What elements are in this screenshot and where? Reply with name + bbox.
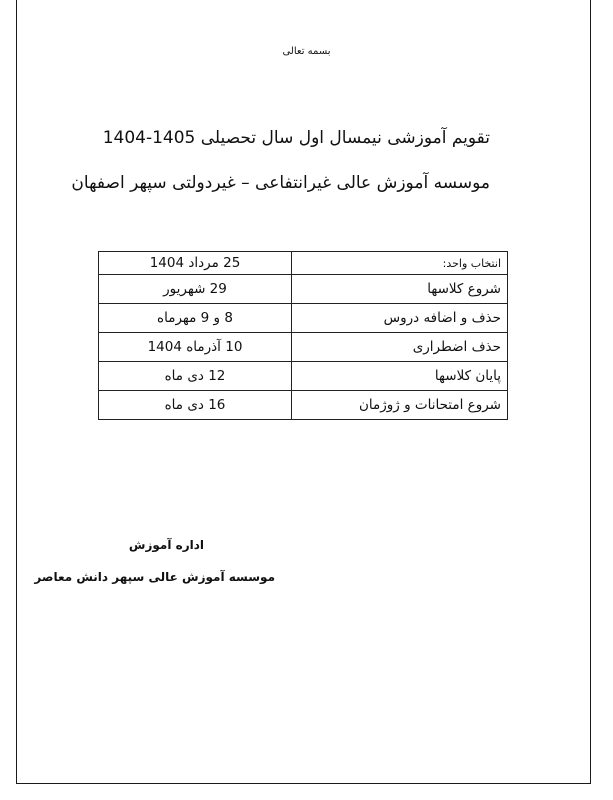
row-label: شروع کلاسها: [292, 275, 508, 304]
row-label: انتخاب واحد:: [292, 252, 508, 275]
row-date: 10 آذرماه 1404: [99, 333, 292, 362]
table-row: [99, 252, 508, 275]
basmala-header: بسمه تعالی: [282, 46, 331, 57]
calendar-title: تقویم آموزشی نیمسال اول سال تحصیلی 1405-1404: [102, 128, 490, 148]
row-label: پایان کلاسها: [292, 362, 508, 391]
table-row: [99, 304, 508, 333]
academic-calendar-table: [98, 251, 508, 420]
row-date: 16 دی ماه: [99, 391, 292, 420]
table-row: [99, 362, 508, 391]
row-label: شروع امتحانات و ژوژمان: [292, 391, 508, 420]
table-row: [99, 391, 508, 420]
row-label: حذف اضطراری: [292, 333, 508, 362]
row-date: 29 شهریور: [99, 275, 292, 304]
row-date: 12 دی ماه: [99, 362, 292, 391]
signature-department: اداره آموزش: [128, 538, 204, 552]
row-label: حذف و اضافه دروس: [292, 304, 508, 333]
table-row: [99, 275, 508, 304]
signature-institute: موسسه آموزش عالی سپهر دانش معاصر: [34, 570, 275, 584]
table-row: [99, 333, 508, 362]
row-date: 25 مرداد 1404: [99, 252, 292, 275]
row-date: 8 و 9 مهرماه: [99, 304, 292, 333]
institute-title: موسسه آموزش عالی غیرانتفاعی – غیردولتی سپهر اصفهان: [71, 173, 490, 193]
